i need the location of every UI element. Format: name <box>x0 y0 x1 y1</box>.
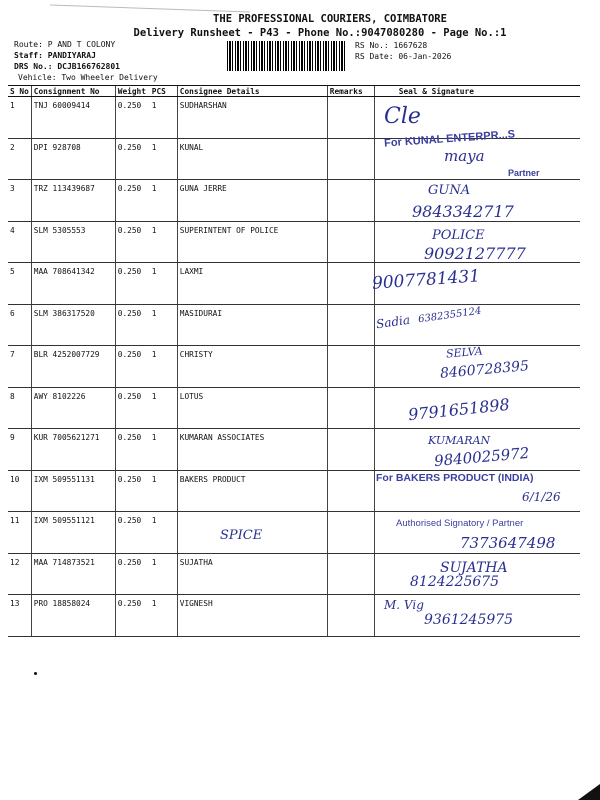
phone-r12: 8124225675 <box>410 574 500 590</box>
pcs-cell: 1 <box>150 553 178 595</box>
consignment-cell: BLR 4252007729 <box>31 346 115 388</box>
weight-cell: 0.250 <box>115 346 150 388</box>
pcs-cell: 1 <box>150 97 178 139</box>
remark-spice: SPICE <box>220 528 263 543</box>
consignment-cell: KUR 7005621271 <box>31 429 115 471</box>
consignment-cell: SLM 5305553 <box>31 221 115 263</box>
pcs-cell: 1 <box>150 263 178 305</box>
pcs-cell: 1 <box>150 180 178 222</box>
remarks-cell <box>327 138 374 180</box>
phone-r5: 9007781431 <box>371 266 481 294</box>
remarks-cell <box>327 429 374 471</box>
phone-r9: 9840025972 <box>433 443 531 471</box>
col-consignment: Consignment No <box>31 86 115 97</box>
consignee-cell: LAXMI <box>177 263 327 305</box>
remarks-cell <box>327 221 374 263</box>
route-label: Route: P AND T COLONY <box>14 40 116 49</box>
sno-cell: 1 <box>8 97 31 139</box>
consignee-cell: SUDHARSHAN <box>177 97 327 139</box>
phone-r4: 9092127777 <box>424 244 526 263</box>
stamp-authorised: Authorised Signatory / Partner <box>396 518 524 529</box>
consignment-cell: TRZ 113439687 <box>31 180 115 222</box>
pcs-cell: 1 <box>150 387 178 429</box>
consignee-cell: KUNAL <box>177 138 327 180</box>
drs-label: DRS No.: DCJB166762801 <box>14 62 120 71</box>
scan-line <box>50 5 250 13</box>
remarks-cell <box>327 346 374 388</box>
consignee-cell: KUMARAN ASSOCIATES <box>177 429 327 471</box>
consignment-cell: MAA 714873521 <box>31 553 115 595</box>
pcs-cell: 1 <box>150 470 178 512</box>
scan-dot <box>34 672 37 675</box>
pcs-cell: 1 <box>150 138 178 180</box>
table-header <box>8 86 580 97</box>
weight-cell: 0.250 <box>115 138 150 180</box>
phone-r7: 8460728395 <box>439 358 530 382</box>
signature-r4: POLICE <box>432 228 485 243</box>
col-consignee: Consignee Details <box>177 86 327 97</box>
staff-label: Staff: PANDIYARAJ <box>14 51 96 60</box>
table-row <box>8 263 580 305</box>
weight-cell: 0.250 <box>115 97 150 139</box>
runsheet-title: Delivery Runsheet - P43 - Phone No.:9047080280 - Page No.:1 <box>133 27 507 39</box>
rs-number: RS No.: 1667628 <box>355 41 428 50</box>
sno-cell: 3 <box>8 180 31 222</box>
signature-r6: Sadia <box>375 312 411 332</box>
pcs-cell: 1 <box>150 346 178 388</box>
consignee-cell: BAKERS PRODUCT <box>177 470 327 512</box>
remarks-cell <box>327 263 374 305</box>
consignee-cell: LOTUS <box>177 387 327 429</box>
consignment-cell: IXM 509551121 <box>31 512 115 554</box>
remarks-cell <box>327 512 374 554</box>
signature-r9: KUMARAN <box>428 434 491 447</box>
sno-cell: 4 <box>8 221 31 263</box>
stamp-bakers: For BAKERS PRODUCT (INDIA) <box>376 472 534 484</box>
weight-cell: 0.250 <box>115 304 150 346</box>
phone-r11: 7373647498 <box>460 534 556 552</box>
signature-r13: M. Vig <box>384 598 424 612</box>
col-pcs: PCS <box>150 86 178 97</box>
phone-r13: 9361245975 <box>424 612 514 628</box>
sno-cell: 7 <box>8 346 31 388</box>
col-weight: Weight <box>115 86 150 97</box>
remarks-cell <box>327 387 374 429</box>
consignment-cell: IXM 509551131 <box>31 470 115 512</box>
remarks-cell <box>327 595 374 637</box>
pcs-cell: 1 <box>150 304 178 346</box>
col-remarks: Remarks <box>327 86 374 97</box>
phone-r3: 9843342717 <box>412 202 514 221</box>
pcs-cell: 1 <box>150 221 178 263</box>
weight-cell: 0.250 <box>115 595 150 637</box>
consignment-cell: TNJ 60009414 <box>31 97 115 139</box>
phone-r8: 9791651898 <box>407 394 511 425</box>
sno-cell: 9 <box>8 429 31 471</box>
weight-cell: 0.250 <box>115 221 150 263</box>
table-row <box>8 138 580 180</box>
vehicle-label: Vehicle: Two Wheeler Delivery <box>18 73 158 82</box>
weight-cell: 0.250 <box>115 263 150 305</box>
signature-r2: maya <box>444 147 485 165</box>
weight-cell: 0.250 <box>115 512 150 554</box>
remarks-cell <box>327 553 374 595</box>
sno-cell: 5 <box>8 263 31 305</box>
stamp-partner: Partner <box>508 168 540 178</box>
consignee-cell: SUPERINTENT OF POLICE <box>177 221 327 263</box>
sno-cell: 11 <box>8 512 31 554</box>
phone-r6: 6382355124 <box>417 305 483 326</box>
signature-r10: 6/1/26 <box>522 490 561 504</box>
scan-corner <box>578 784 600 800</box>
sno-cell: 8 <box>8 387 31 429</box>
remarks-cell <box>327 470 374 512</box>
sno-cell: 6 <box>8 304 31 346</box>
weight-cell: 0.250 <box>115 429 150 471</box>
remarks-cell <box>327 97 374 139</box>
signature-r7: SELVA <box>445 344 484 361</box>
weight-cell: 0.250 <box>115 553 150 595</box>
remarks-cell <box>327 304 374 346</box>
col-seal-signature: Seal & Signature <box>374 86 580 97</box>
consignee-cell: SUJATHA <box>177 553 327 595</box>
consignment-cell: AWY 8102226 <box>31 387 115 429</box>
stamp-kunal: For KUNAL ENTERPR...S <box>383 128 516 150</box>
barcode <box>227 41 345 71</box>
sno-cell: 12 <box>8 553 31 595</box>
company-title: THE PROFESSIONAL COURIERS, COIMBATORE <box>213 13 447 25</box>
weight-cell: 0.250 <box>115 180 150 222</box>
consignee-cell: CHRISTY <box>177 346 327 388</box>
remarks-cell <box>327 180 374 222</box>
consignment-cell: SLM 386317520 <box>31 304 115 346</box>
pcs-cell: 1 <box>150 595 178 637</box>
rs-date: RS Date: 06-Jan-2026 <box>355 52 452 61</box>
pcs-cell: 1 <box>150 429 178 471</box>
col-sno: S No <box>8 86 31 97</box>
consignee-cell: VIGNESH <box>177 595 327 637</box>
consignment-cell: PRO 18858024 <box>31 595 115 637</box>
pcs-cell: 1 <box>150 512 178 554</box>
signature-r1: Cle <box>384 104 421 129</box>
signature-r3: GUNA <box>428 183 471 198</box>
consignee-cell: GUNA JERRE <box>177 180 327 222</box>
table-row <box>8 304 580 346</box>
weight-cell: 0.250 <box>115 387 150 429</box>
consignee-cell: MASIDURAI <box>177 304 327 346</box>
consignment-cell: DPI 928708 <box>31 138 115 180</box>
weight-cell: 0.250 <box>115 470 150 512</box>
signature-r12: SUJATHA <box>440 560 508 576</box>
sno-cell: 10 <box>8 470 31 512</box>
consignment-cell: MAA 708641342 <box>31 263 115 305</box>
sno-cell: 13 <box>8 595 31 637</box>
sno-cell: 2 <box>8 138 31 180</box>
